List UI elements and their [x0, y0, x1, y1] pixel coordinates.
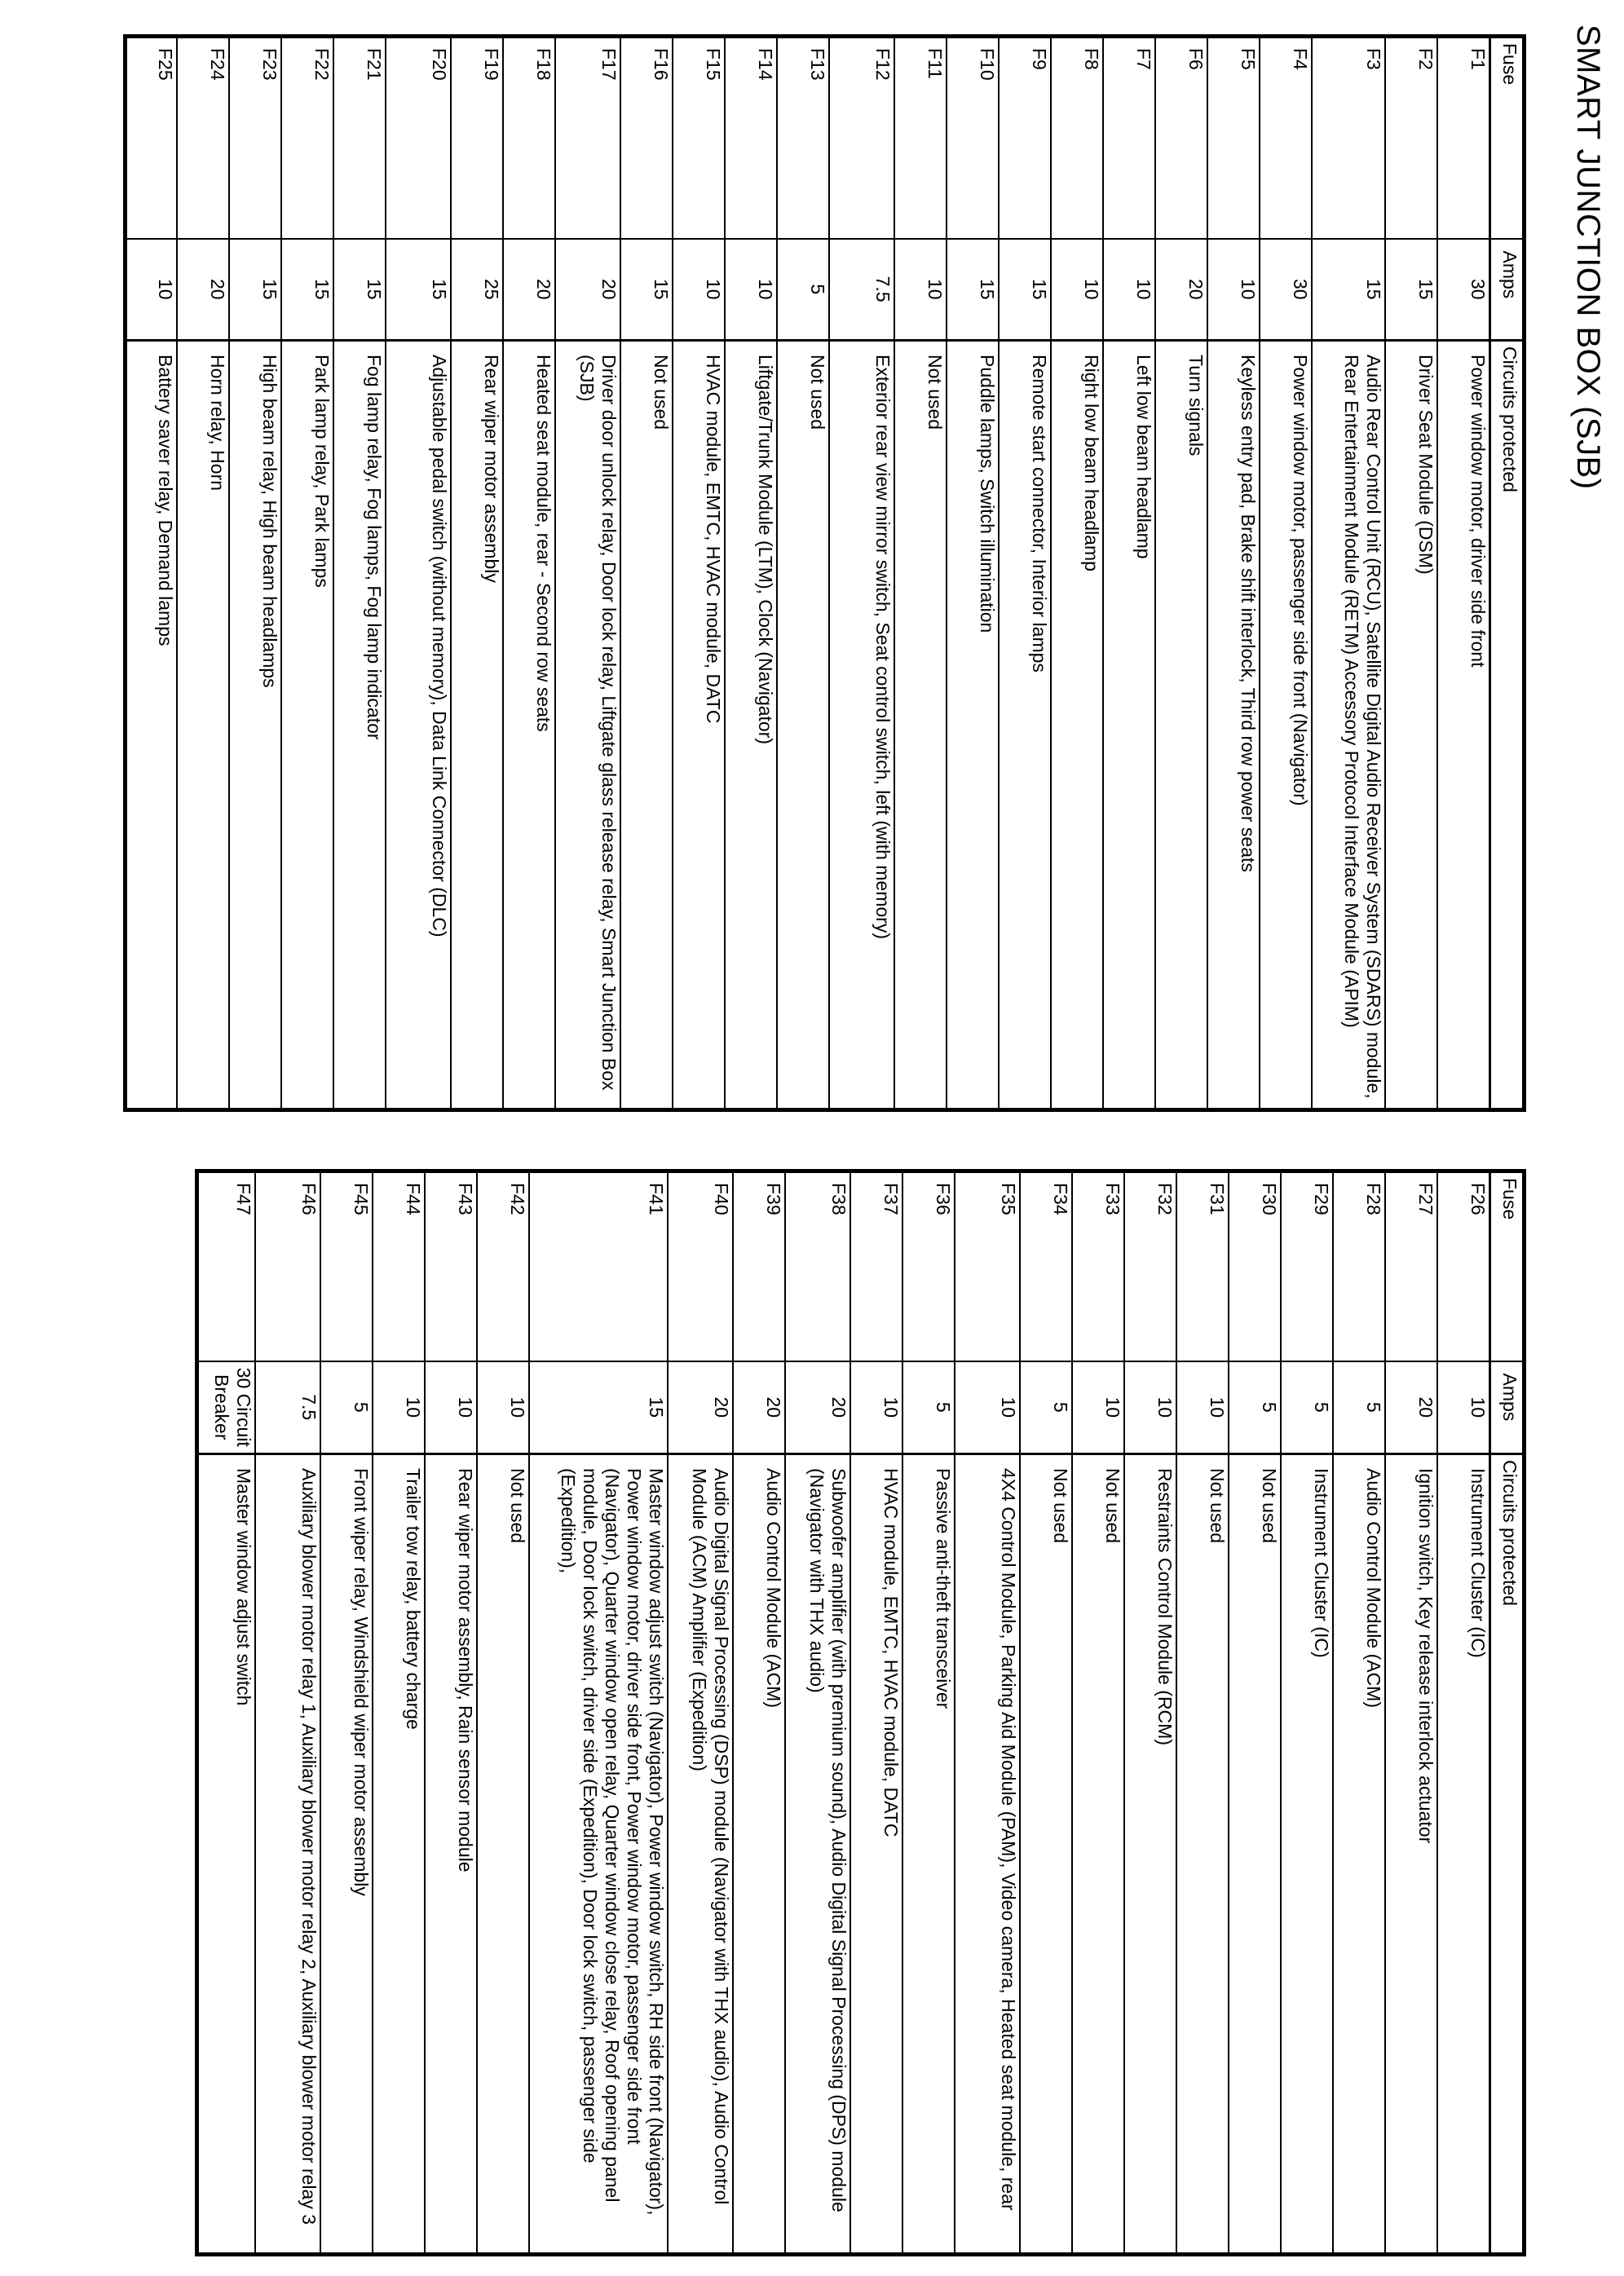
table-row	[851, 1171, 903, 2255]
amps-cell: 10	[373, 1361, 426, 1454]
fuse-cell: F5	[1208, 37, 1260, 239]
fuse-cell: F15	[673, 37, 726, 239]
amps-cell: 5	[1021, 1361, 1073, 1454]
circuits-cell: Left low beam headlamp	[1104, 341, 1156, 1110]
circuits-cell: HVAC module, EMTC, HVAC module, DATC	[851, 1454, 903, 2255]
fuse-cell: F8	[1052, 37, 1104, 239]
fuse-cell: F43	[426, 1171, 478, 1361]
amps-cell: 15	[1000, 239, 1052, 341]
fuse-cell: F33	[1073, 1171, 1125, 1361]
amps-cell: 7.5	[256, 1361, 321, 1454]
table-row	[1386, 1171, 1438, 2255]
amps-cell: 10	[1073, 1361, 1125, 1454]
amps-cell: 15	[386, 239, 452, 341]
table-row	[669, 1171, 734, 2255]
circuits-cell: Liftgate/Trunk Module (LTM), Clock (Navigator)	[726, 341, 778, 1110]
amps-cell: 30	[1260, 239, 1313, 341]
fuse-cell: F31	[1177, 1171, 1229, 1361]
table-row	[373, 1171, 426, 2255]
fuse-cell: F26	[1438, 1171, 1490, 1361]
table-row	[504, 37, 556, 1110]
fuse-cell: F10	[947, 37, 1000, 239]
circuits-cell: Subwoofer amplifier (with premium sound), Audio Digital Signal Processing (DPS) module (Navigator with THX audio)	[786, 1454, 851, 2255]
amps-cell: 15	[1386, 239, 1438, 341]
table-row	[903, 1171, 955, 2255]
fuse-cell: F11	[895, 37, 947, 239]
circuits-cell: Instrument Cluster (IC)	[1282, 1454, 1334, 2255]
amps-cell: 20	[178, 239, 230, 341]
fuse-cell: F1	[1438, 37, 1490, 239]
circuits-cell: Audio Control Module (ACM)	[1334, 1454, 1386, 2255]
fuse-cell: F45	[321, 1171, 373, 1361]
table-row	[1260, 37, 1313, 1110]
table-row	[1229, 1171, 1282, 2255]
amps-cell: 20	[556, 239, 621, 341]
fuse-cell: F18	[504, 37, 556, 239]
table-header-row	[1490, 1171, 1525, 2255]
amps-cell: 5	[903, 1361, 955, 1454]
fuse-cell: F38	[786, 1171, 851, 1361]
table-row	[1438, 37, 1490, 1110]
table-row	[947, 37, 1000, 1110]
table-row	[452, 37, 504, 1110]
fuse-cell: F47	[197, 1171, 256, 1361]
table-row	[734, 1171, 786, 2255]
table-row	[1208, 37, 1260, 1110]
circuits-cell: Not used	[621, 341, 673, 1110]
circuits-cell: 4X4 Control Module, Parking Aid Module (PAM), Video camera, Heated seat module, rear	[955, 1454, 1021, 2255]
table-row	[1052, 37, 1104, 1110]
fuse-cell: F41	[530, 1171, 669, 1361]
circuits-cell: Not used	[1229, 1454, 1282, 2255]
amps-cell: 15	[621, 239, 673, 341]
circuits-cell: Rear wiper motor assembly, Rain sensor module	[426, 1454, 478, 2255]
table-row	[895, 37, 947, 1110]
table-row	[321, 1171, 373, 2255]
circuits-cell: Rear wiper motor assembly	[452, 341, 504, 1110]
circuits-cell: Audio Rear Control Unit (RCU), Satellite Digital Audio Receiver System (SDARS) module, Rear Entertainment Module (RETM) Accessory Protocol Interface Module (APIM)	[1313, 341, 1386, 1110]
fuse-cell: F6	[1156, 37, 1208, 239]
fuse-cell: F12	[830, 37, 895, 239]
amps-cell: 25	[452, 239, 504, 341]
fuse-cell: F28	[1334, 1171, 1386, 1361]
fuse-cell: F37	[851, 1171, 903, 1361]
column-header-amps: Amps	[1490, 239, 1525, 341]
table-row	[1282, 1171, 1334, 2255]
fuse-cell: F20	[386, 37, 452, 239]
circuits-cell: Front wiper relay, Windshield wiper motor assembly	[321, 1454, 373, 2255]
circuits-cell: Driver Seat Module (DSM)	[1386, 341, 1438, 1110]
fuse-cell: F39	[734, 1171, 786, 1361]
table-row	[726, 37, 778, 1110]
circuits-cell: Puddle lamps, Switch illumination	[947, 341, 1000, 1110]
fuse-cell: F13	[778, 37, 830, 239]
circuits-cell: Heated seat module, rear - Second row seats	[504, 341, 556, 1110]
fuse-cell: F35	[955, 1171, 1021, 1361]
circuits-cell: HVAC module, EMTC, HVAC module, DATC	[673, 341, 726, 1110]
table-row	[197, 1171, 256, 2255]
circuits-cell: Turn signals	[1156, 341, 1208, 1110]
fuse-cell: F32	[1125, 1171, 1177, 1361]
fuse-cell: F42	[478, 1171, 530, 1361]
column-header-fuse: Fuse	[1490, 37, 1525, 239]
table-row	[778, 37, 830, 1110]
table-row	[1073, 1171, 1125, 2255]
amps-cell: 15	[947, 239, 1000, 341]
circuits-cell: Exterior rear view mirror switch, Seat control switch, left (with memory)	[830, 341, 895, 1110]
circuits-cell: Fog lamp relay, Fog lamps, Fog lamp indicator	[334, 341, 386, 1110]
circuits-cell: Trailer tow relay, battery charge	[373, 1454, 426, 2255]
column-header-amps: Amps	[1490, 1361, 1525, 1454]
amps-cell: 30 Circuit Breaker	[197, 1361, 256, 1454]
table-row	[426, 1171, 478, 2255]
table-row	[830, 37, 895, 1110]
amps-cell: 10	[726, 239, 778, 341]
table-row	[478, 1171, 530, 2255]
circuits-cell: Remote start connector, Interior lamps	[1000, 341, 1052, 1110]
amps-cell: 10	[1208, 239, 1260, 341]
column-header-circuits: Circuits protected	[1490, 1454, 1525, 2255]
fuse-cell: F46	[256, 1171, 321, 1361]
circuits-cell: High beam relay, High beam headlamps	[230, 341, 282, 1110]
amps-cell: 5	[1334, 1361, 1386, 1454]
table-row	[1177, 1171, 1229, 2255]
amps-cell: 20	[504, 239, 556, 341]
table-row	[178, 37, 230, 1110]
circuits-cell: Master window adjust switch	[197, 1454, 256, 2255]
circuits-cell: Not used	[478, 1454, 530, 2255]
circuits-cell: Passive anti-theft transceiver	[903, 1454, 955, 2255]
fuse-cell: F36	[903, 1171, 955, 1361]
circuits-cell: Master window adjust switch (Navigator), Power window switch, RH side front (Navigator), Power window motor, driver side front, Power window motor, passenger side front (Navigator), Quarter window open relay, Quarter window close relay, Roof opening panel module, Door lock switch, driver side (Expedition), Door lock switch, passenger side (Expedition),	[530, 1454, 669, 2255]
amps-cell: 20	[734, 1361, 786, 1454]
fuse-cell: F25	[126, 37, 178, 239]
fuse-cell: F9	[1000, 37, 1052, 239]
table-row	[1021, 1171, 1073, 2255]
fuse-cell: F22	[282, 37, 334, 239]
amps-cell: 20	[669, 1361, 734, 1454]
amps-cell: 10	[1438, 1361, 1490, 1454]
column-header-fuse: Fuse	[1490, 1171, 1525, 1361]
circuits-cell: Audio Digital Signal Processing (DSP) module (Navigator with THX audio), Audio Control Module (ACM) Amplifier (Expedition)	[669, 1454, 734, 2255]
fuse-cell: F24	[178, 37, 230, 239]
fuse-cell: F7	[1104, 37, 1156, 239]
table-row	[1438, 1171, 1490, 2255]
fuse-cell: F17	[556, 37, 621, 239]
amps-cell: 15	[530, 1361, 669, 1454]
table-row	[256, 1171, 321, 2255]
fuse-cell: F40	[669, 1171, 734, 1361]
fuse-cell: F2	[1386, 37, 1438, 239]
amps-cell: 15	[282, 239, 334, 341]
fuse-cell: F3	[1313, 37, 1386, 239]
fuse-cell: F4	[1260, 37, 1313, 239]
circuits-cell: Driver door unlock relay, Door lock relay, Liftgate glass release relay, Smart Junction Box (SJB)	[556, 341, 621, 1110]
table-row	[1104, 37, 1156, 1110]
amps-cell: 5	[1229, 1361, 1282, 1454]
amps-cell: 10	[1177, 1361, 1229, 1454]
table-row	[786, 1171, 851, 2255]
table-row	[1334, 1171, 1386, 2255]
circuits-cell: Power window motor, driver side front	[1438, 341, 1490, 1110]
amps-cell: 10	[1125, 1361, 1177, 1454]
table-row	[1125, 1171, 1177, 2255]
fuse-cell: F19	[452, 37, 504, 239]
table-row	[556, 37, 621, 1110]
fuse-cell: F16	[621, 37, 673, 239]
fuse-cell: F14	[726, 37, 778, 239]
amps-cell: 10	[895, 239, 947, 341]
table-row	[230, 37, 282, 1110]
circuits-cell: Not used	[1073, 1454, 1125, 2255]
circuits-cell: Keyless entry pad, Brake shift interlock, Third row power seats	[1208, 341, 1260, 1110]
table-row	[1156, 37, 1208, 1110]
circuits-cell: Not used	[895, 341, 947, 1110]
table-row	[126, 37, 178, 1110]
amps-cell: 15	[1313, 239, 1386, 341]
amps-cell: 10	[955, 1361, 1021, 1454]
fuse-cell: F23	[230, 37, 282, 239]
circuits-cell: Horn relay, Horn	[178, 341, 230, 1110]
amps-cell: 10	[1104, 239, 1156, 341]
amps-cell: 10	[851, 1361, 903, 1454]
table-row	[530, 1171, 669, 2255]
circuits-cell: Audio Control Module (ACM)	[734, 1454, 786, 2255]
circuits-cell: Not used	[778, 341, 830, 1110]
circuits-cell: Park lamp relay, Park lamps	[282, 341, 334, 1110]
amps-cell: 20	[786, 1361, 851, 1454]
amps-cell: 10	[478, 1361, 530, 1454]
fuse-cell: F44	[373, 1171, 426, 1361]
amps-cell: 5	[778, 239, 830, 341]
table-row	[955, 1171, 1021, 2255]
amps-cell: 10	[126, 239, 178, 341]
table-row	[673, 37, 726, 1110]
table-row	[621, 37, 673, 1110]
fuse-cell: F29	[1282, 1171, 1334, 1361]
table-header-row	[1490, 37, 1525, 1110]
table-row	[334, 37, 386, 1110]
circuits-cell: Restraints Control Module (RCM)	[1125, 1454, 1177, 2255]
amps-cell: 10	[1052, 239, 1104, 341]
table-row	[1313, 37, 1386, 1110]
amps-cell: 7.5	[830, 239, 895, 341]
fuse-cell: F34	[1021, 1171, 1073, 1361]
amps-cell: 30	[1438, 239, 1490, 341]
amps-cell: 20	[1156, 239, 1208, 341]
fuse-cell: F30	[1229, 1171, 1282, 1361]
fuse-table-right	[195, 1169, 1526, 2256]
circuits-cell: Right low beam headlamp	[1052, 341, 1104, 1110]
circuits-cell: Ignition switch, Key release interlock actuator	[1386, 1454, 1438, 2255]
page-title: SMART JUNCTION BOX (SJB)	[1570, 24, 1606, 490]
fuse-table-left	[123, 34, 1526, 1112]
circuits-cell: Battery saver relay, Demand lamps	[126, 341, 178, 1110]
fuse-cell: F21	[334, 37, 386, 239]
amps-cell: 15	[334, 239, 386, 341]
amps-cell: 10	[673, 239, 726, 341]
amps-cell: 5	[321, 1361, 373, 1454]
circuits-cell: Power window motor, passenger side front (Navigator)	[1260, 341, 1313, 1110]
table-row	[386, 37, 452, 1110]
table-row	[1386, 37, 1438, 1110]
column-header-circuits: Circuits protected	[1490, 341, 1525, 1110]
amps-cell: 15	[230, 239, 282, 341]
amps-cell: 20	[1386, 1361, 1438, 1454]
circuits-cell: Not used	[1177, 1454, 1229, 2255]
circuits-cell: Not used	[1021, 1454, 1073, 2255]
amps-cell: 5	[1282, 1361, 1334, 1454]
amps-cell: 10	[426, 1361, 478, 1454]
fuse-cell: F27	[1386, 1171, 1438, 1361]
table-row	[282, 37, 334, 1110]
circuits-cell: Auxiliary blower motor relay 1, Auxiliary blower motor relay 2, Auxiliary blower motor relay 3	[256, 1454, 321, 2255]
table-row	[1000, 37, 1052, 1110]
circuits-cell: Adjustable pedal switch (without memory), Data Link Connector (DLC)	[386, 341, 452, 1110]
circuits-cell: Instrument Cluster (IC)	[1438, 1454, 1490, 2255]
